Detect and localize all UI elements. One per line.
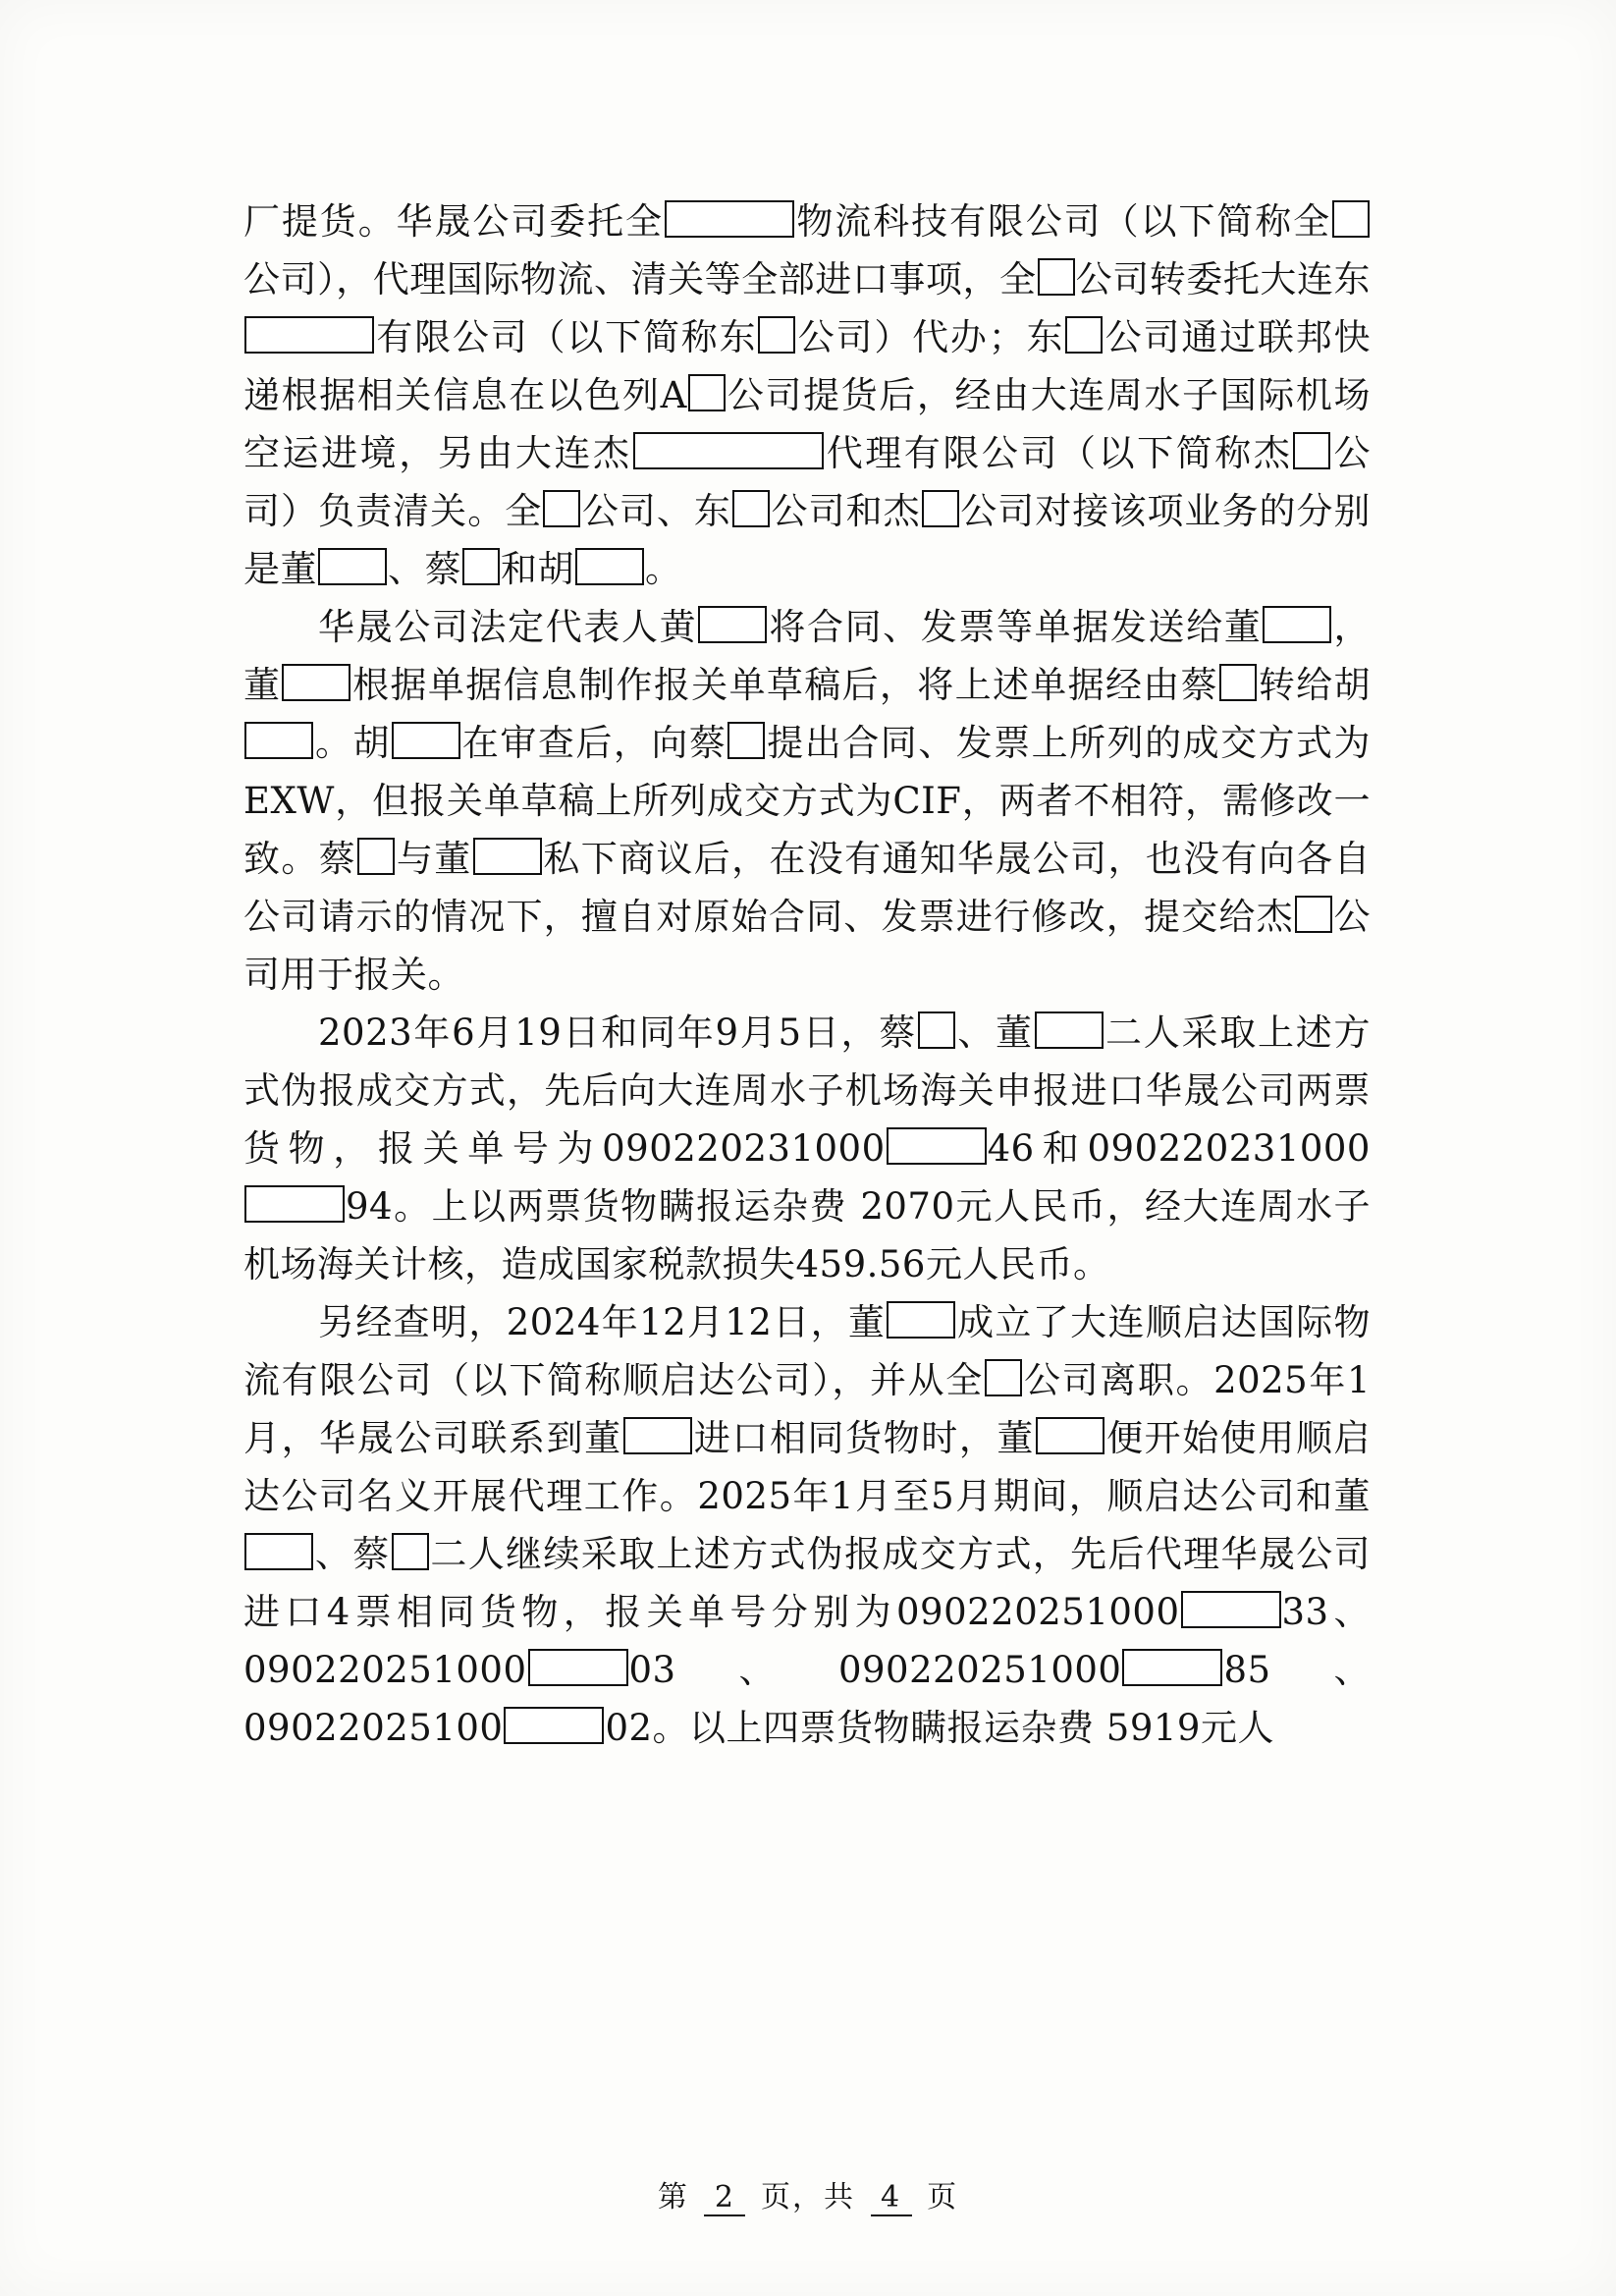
redaction-box (1036, 1417, 1104, 1454)
redaction-box (244, 1185, 345, 1223)
redaction-box (1181, 1591, 1281, 1628)
redaction-box (985, 1359, 1022, 1396)
redaction-box (543, 490, 580, 527)
redaction-box (1219, 664, 1257, 701)
redaction-box (504, 1707, 604, 1744)
redaction-box (244, 722, 313, 759)
redaction-box (887, 1127, 987, 1165)
redaction-box (575, 548, 644, 585)
footer-prefix: 第 (657, 2180, 689, 2214)
redaction-box (462, 548, 500, 585)
redaction-box (918, 1011, 955, 1049)
redaction-box (1065, 316, 1103, 354)
redaction-box (392, 722, 460, 759)
redaction-box (623, 1417, 692, 1454)
redaction-box (688, 374, 726, 411)
redaction-box (922, 490, 959, 527)
redaction-box (727, 722, 765, 759)
redaction-box (732, 490, 770, 527)
redaction-box (665, 200, 794, 238)
redaction-box (758, 316, 795, 354)
paragraph: 2023年6月19日和同年9月5日，蔡 、董 二人采取上述方式伪报成交方式，先后向大连周水子机场海关申报进口华晟公司两票货物，报关单号为090220231000 46和09022023100094。上以两票货物瞒报运杂费 2070元人民币，经大连周水子机场海关计核，造成国家税款损失459.56元人民币。 (243, 1011, 1372, 1285)
paragraph: 华晟公司法定代表人黄 将合同、发票等单据发送给董 ，董 根据单据信息制作报关单草稿后，将上述单据经由蔡 转给胡。胡 在审查后，向蔡 提出合同、发票上所列的成交方式为EXW，但报关单草稿上所列成交方式为CIF，两者不相符，需修改一致。蔡 与董 私下商议后，在没有通知华晟公司，也没有向各自公司请示的情况下，擅自对原始合同、发票进行修改，提交给杰 公司用于报关。 (243, 606, 1372, 996)
redaction-box (244, 316, 374, 354)
redaction-box (698, 606, 767, 643)
redaction-box (1122, 1649, 1222, 1686)
redaction-box (1332, 200, 1370, 238)
paragraph: 厂提货。华晟公司委托全 物流科技有限公司（以下简称全公司），代理国际物流、清关等全部进口事项，全 公司转委托大连东有限公司（以下简称东 公司）代办；东 公司通过联邦快递根据相关信息在以色列A 公司提货后，经由大连周水子国际机场空运进境，另由大连杰 代理有限公司（以下简称杰 公司）负责清关。全 公司、东 公司和杰 公司对接该项业务的分别是董 、蔡 和胡 。 (243, 200, 1372, 590)
redaction-box (392, 1533, 429, 1570)
page-footer (0, 2172, 1616, 2216)
footer-middle: 页，共 (761, 2180, 855, 2214)
paragraph: 另经查明，2024年12月12日，董 成立了大连顺启达国际物流有限公司（以下简称顺启达公司），并从全 公司离职。2025年1月，华晟公司联系到董 进口相同货物时，董 便开始使用顺启达公司名义开展代理工作。2025年1月至5月期间，顺启达公司和董、蔡 二人继续采取上述方式伪报成交方式，先后代理华晟公司进口4票相同货物，报关单号分别为090220251000 33、090220251000 03、090220251000 85、09022025100 02。以上四票货物瞒报运杂费 5919元人 (243, 1301, 1372, 1749)
footer-current-page: 2 (704, 2180, 745, 2216)
redaction-box (887, 1301, 955, 1339)
redaction-box (244, 1533, 313, 1570)
document-body (243, 192, 1371, 1757)
redaction-box (1038, 258, 1075, 296)
redaction-box (318, 548, 387, 585)
redaction-box (357, 838, 395, 875)
redaction-box (1295, 896, 1332, 933)
redaction-box (282, 664, 350, 701)
footer-suffix: 页 (927, 2180, 959, 2214)
redaction-box (528, 1649, 628, 1686)
redaction-box (1035, 1011, 1104, 1049)
redaction-box (633, 432, 824, 469)
redaction-box (1293, 432, 1330, 469)
redaction-box (473, 838, 542, 875)
redaction-box (1263, 606, 1331, 643)
footer-total-pages: 4 (871, 2180, 912, 2216)
